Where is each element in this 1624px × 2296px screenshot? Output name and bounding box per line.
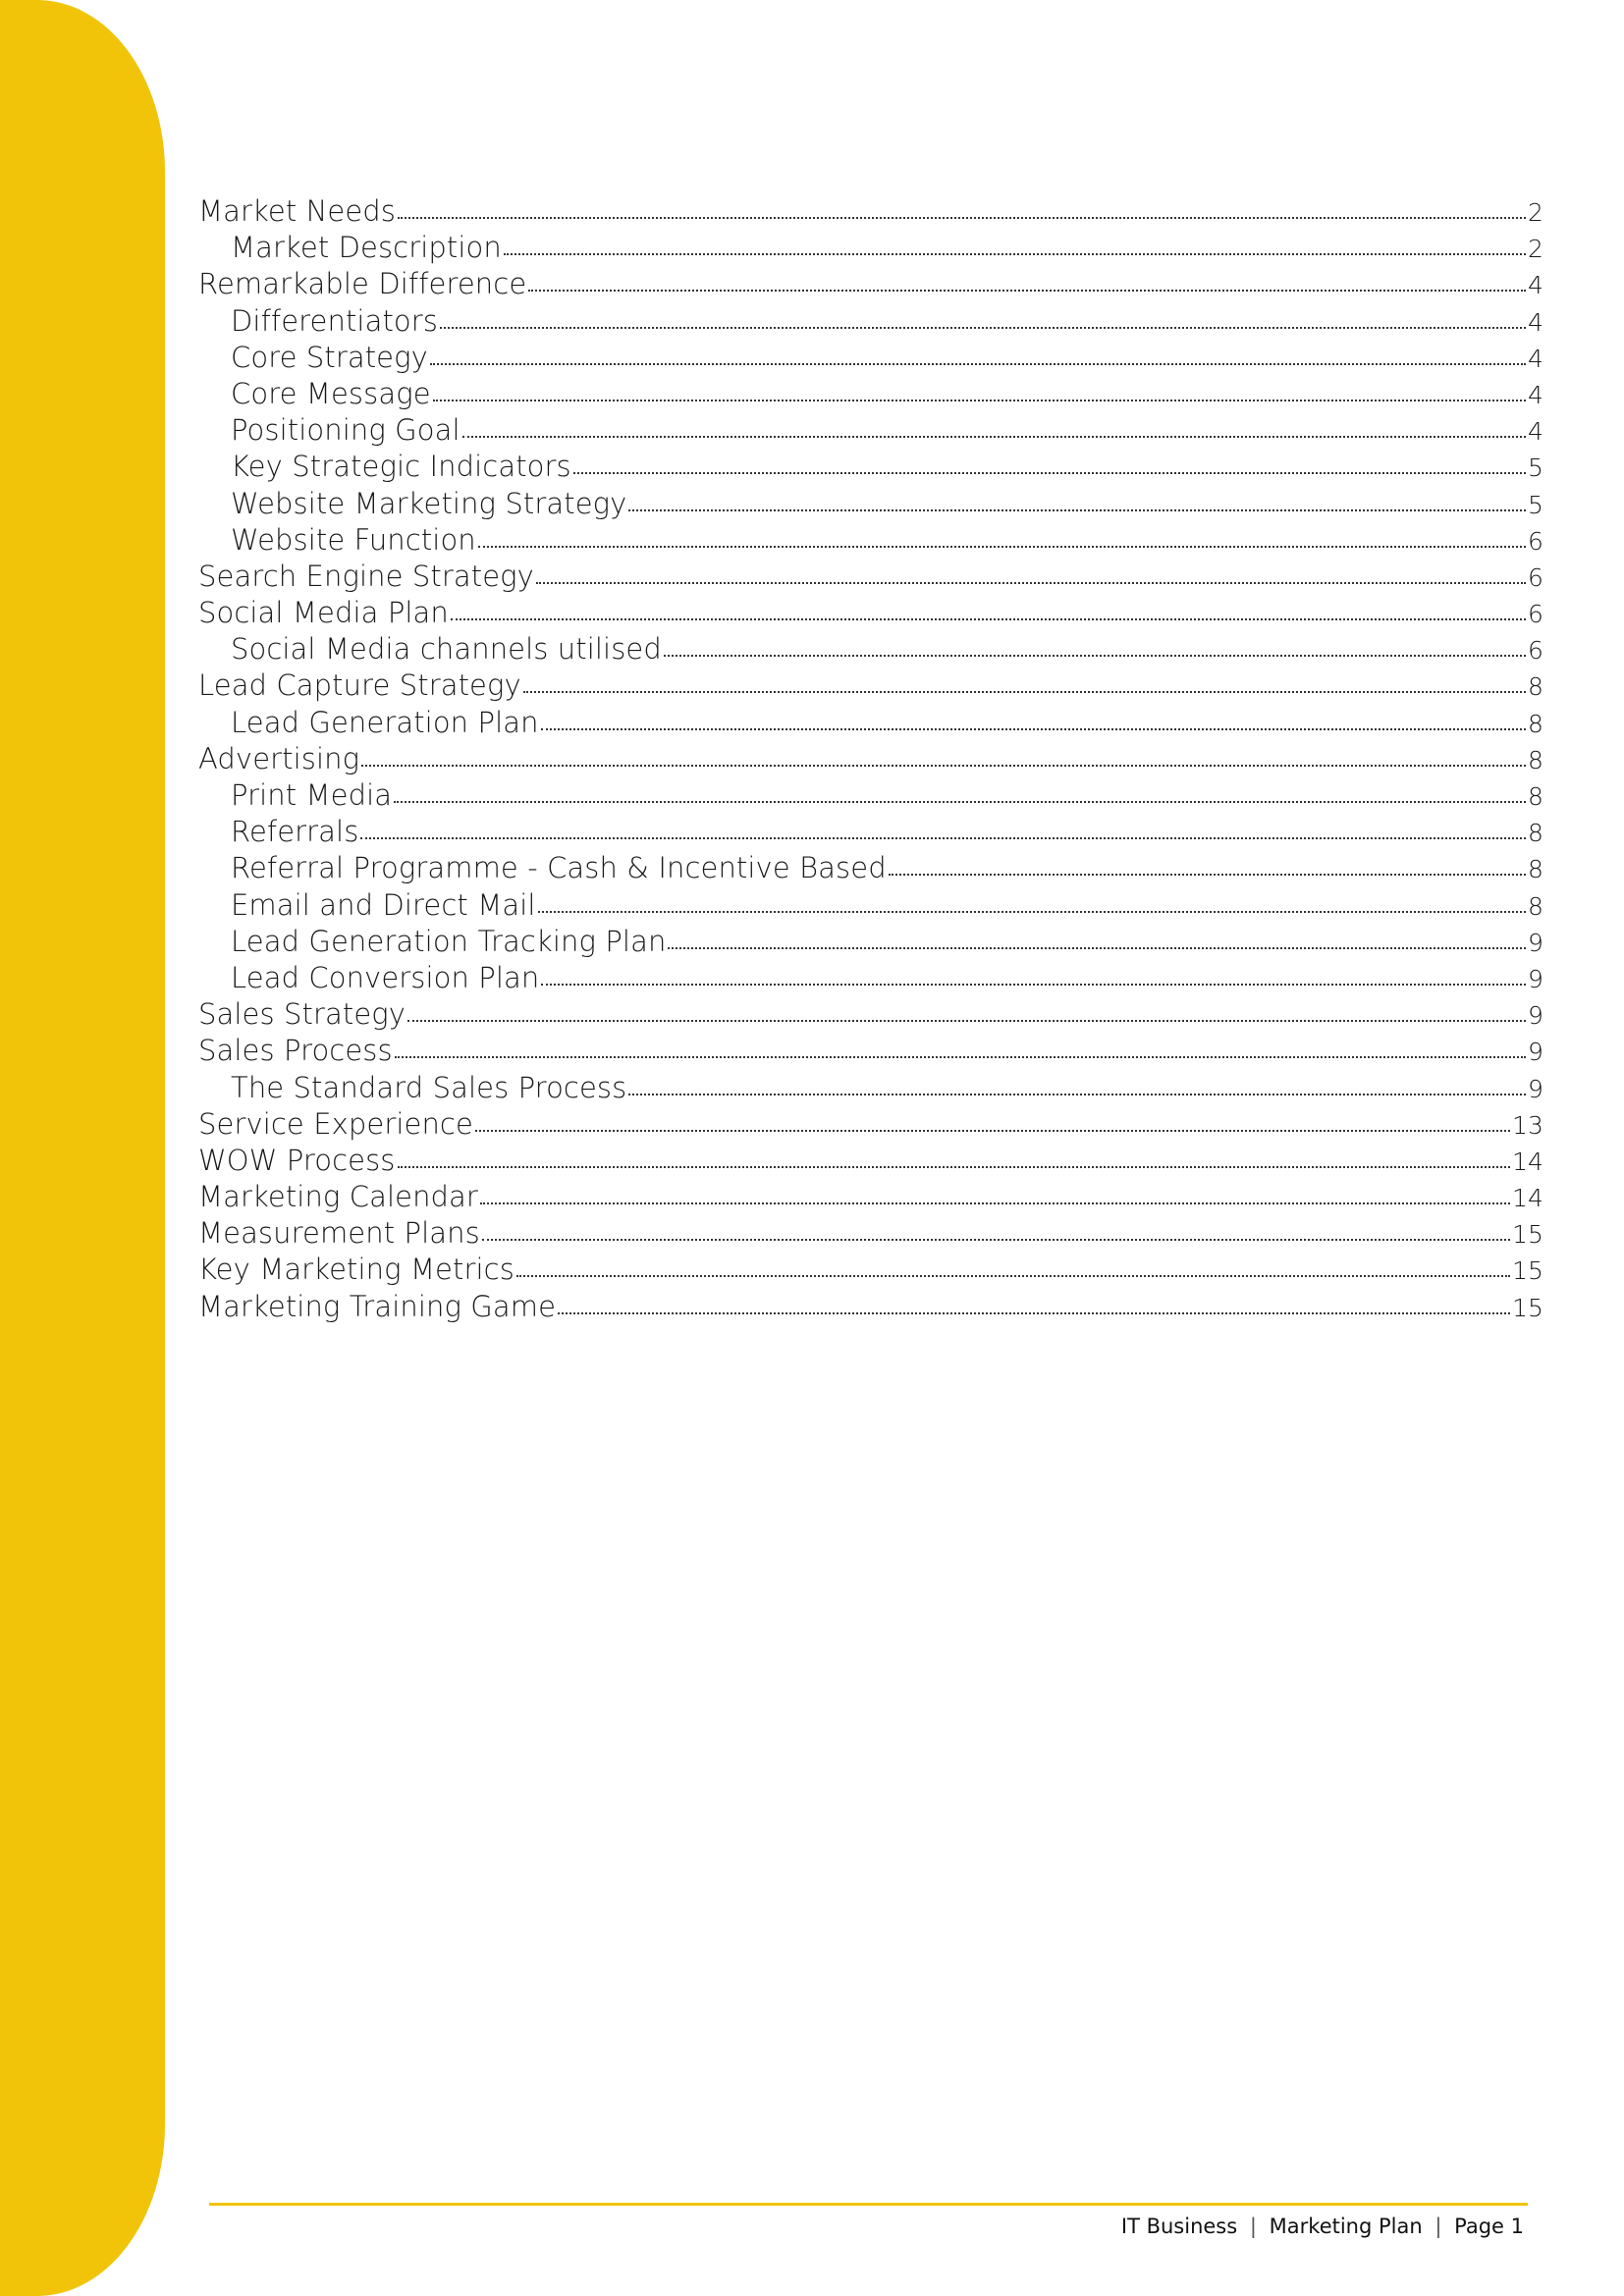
toc-entry-label: Lead Generation Tracking Plan [231,924,667,958]
toc-dot-leader [361,761,1526,767]
toc-entry-page-number: 9 [1527,1074,1543,1103]
toc-entry-label: The Standard Sales Process [231,1070,627,1104]
toc-entry[interactable] [198,1253,1543,1289]
toc-entry-label: Key Marketing Metrics [198,1253,514,1287]
toc-dot-leader [541,980,1526,986]
toc-dot-leader [523,687,1526,693]
toc-entry-page-number: 6 [1527,562,1543,592]
toc-entry-label: Marketing Calendar [198,1180,478,1214]
toc-entry-page-number: 8 [1527,745,1543,774]
toc-entry[interactable] [198,560,1543,596]
toc-entry-page-number: 9 [1527,1001,1543,1031]
toc-entry[interactable] [198,815,1543,851]
toc-entry[interactable] [198,632,1543,668]
toc-dot-leader [451,614,1526,620]
toc-entry-page-number: 2 [1527,235,1543,264]
toc-entry-label: Core Message [231,376,431,410]
toc-dot-leader [558,1308,1510,1314]
toc-entry[interactable] [198,1180,1543,1216]
toc-entry-page-number: 8 [1527,891,1543,921]
toc-dot-leader [628,506,1526,511]
toc-entry[interactable] [198,450,1543,486]
toc-entry-page-number: 4 [1527,344,1543,373]
toc-entry-page-number: 8 [1527,709,1543,738]
toc-entry-page-number: 4 [1527,417,1543,447]
toc-entry-page-number: 6 [1527,600,1543,629]
toc-entry-label: Website Marketing Strategy [231,486,627,520]
toc-dot-leader [538,907,1526,913]
toc-entry-label: Lead Generation Plan [231,705,539,739]
toc-entry-page-number: 5 [1527,454,1543,483]
toc-entry[interactable] [198,888,1543,925]
toc-entry-label: Sales Strategy [198,997,406,1032]
toc-entry-page-number: 8 [1527,672,1543,702]
toc-entry[interactable] [198,668,1543,705]
toc-entry-page-number: 2 [1527,198,1543,227]
toc-dot-leader [528,286,1526,292]
toc-dot-leader [668,943,1526,949]
toc-entry-label: Market Needs [198,194,396,228]
footer-company: IT Business [1120,2215,1238,2238]
toc-entry[interactable] [198,487,1543,523]
toc-entry-label: Lead Capture Strategy [198,668,521,703]
toc-entry-label: Referral Programme - Cash & Incentive Based [231,851,887,885]
toc-entry[interactable] [198,267,1543,303]
toc-dot-leader [504,249,1526,255]
toc-entry-page-number: 4 [1527,271,1543,300]
toc-entry-label: Social Media channels utilised [231,632,662,667]
toc-dot-leader [440,323,1526,329]
page-footer [1121,2215,1524,2238]
toc-dot-leader [573,468,1526,474]
toc-entry-label: Core Strategy [231,340,428,374]
toc-entry-page-number: 9 [1527,1038,1543,1067]
toc-entry-label: Social Media Plan [198,596,449,630]
toc-dot-leader [360,833,1526,839]
toc-entry-label: Lead Conversion Plan [231,960,540,994]
toc-entry-page-number: 14 [1511,1147,1543,1176]
toc-entry-label: Measurement Plans [198,1216,480,1251]
toc-entry[interactable] [198,742,1543,778]
toc-entry[interactable] [198,706,1543,742]
toc-entry-label: Website Function [231,522,476,557]
toc-entry-label: Print Media [231,778,393,812]
toc-entry-page-number: 9 [1527,928,1543,957]
toc-entry-label: Referrals [231,815,359,849]
table-of-contents [198,194,1543,1326]
toc-dot-leader [478,542,1526,548]
toc-entry-label: Email and Direct Mail [231,887,536,922]
toc-entry-page-number: 4 [1527,380,1543,409]
toc-entry-label: Advertising [198,741,360,775]
toc-entry[interactable] [198,1034,1543,1070]
toc-dot-leader [398,1162,1510,1168]
toc-entry[interactable] [198,231,1543,267]
toc-entry[interactable] [198,377,1543,413]
toc-entry[interactable] [198,341,1543,377]
toc-entry-page-number: 15 [1511,1293,1543,1322]
toc-entry-label: Positioning Goal [231,413,460,448]
toc-entry[interactable] [198,925,1543,961]
toc-dot-leader [395,1052,1526,1058]
toc-entry-page-number: 15 [1511,1220,1543,1250]
toc-dot-leader [480,1199,1510,1204]
toc-dot-leader [664,651,1526,657]
toc-entry-page-number: 6 [1527,636,1543,666]
toc-entry[interactable] [198,778,1543,815]
toc-entry-page-number: 4 [1527,307,1543,337]
toc-entry-page-number: 8 [1527,855,1543,884]
toc-dot-leader [475,1126,1510,1132]
footer-page-number: Page 1 [1454,2215,1524,2238]
toc-dot-leader [628,1090,1526,1095]
toc-entry-label: Service Experience [198,1106,473,1141]
toc-entry[interactable] [198,194,1543,231]
toc-entry-page-number: 15 [1511,1256,1543,1286]
toc-dot-leader [482,1235,1510,1241]
toc-entry-label: Search Engine Strategy [198,559,534,593]
toc-entry-page-number: 6 [1527,526,1543,556]
toc-entry-page-number: 13 [1511,1110,1543,1140]
decorative-side-bar [0,0,165,2296]
toc-entry[interactable] [198,961,1543,997]
toc-dot-leader [541,724,1526,730]
toc-entry[interactable] [198,413,1543,450]
toc-entry-page-number: 14 [1511,1184,1543,1213]
toc-entry-label: WOW Process [198,1143,396,1177]
footer-separator: | [1435,2215,1442,2238]
toc-entry-label: Sales Process [198,1034,393,1068]
toc-entry[interactable] [198,304,1543,341]
toc-entry-page-number: 8 [1527,782,1543,811]
toc-entry-label: Key Strategic Indicators [231,450,571,484]
toc-entry[interactable] [198,851,1543,887]
toc-dot-leader [462,432,1526,438]
toc-entry[interactable] [198,1290,1543,1326]
toc-entry[interactable] [198,1144,1543,1180]
toc-entry-label: Marketing Training Game [198,1289,557,1323]
toc-dot-leader [536,578,1526,584]
toc-entry[interactable] [198,1216,1543,1253]
toc-entry[interactable] [198,1107,1543,1144]
toc-dot-leader [516,1271,1510,1277]
toc-entry-page-number: 9 [1527,964,1543,993]
toc-entry-label: Differentiators [231,303,438,338]
toc-entry[interactable] [198,997,1543,1034]
toc-dot-leader [433,396,1526,401]
toc-dot-leader [394,797,1526,803]
toc-entry-page-number: 5 [1527,490,1543,519]
toc-dot-leader [430,359,1526,365]
footer-separator: | [1249,2215,1257,2238]
toc-dot-leader [889,870,1526,876]
toc-entry[interactable] [198,1071,1543,1107]
toc-dot-leader [398,213,1526,219]
footer-divider [209,2203,1528,2206]
toc-entry-page-number: 8 [1527,819,1543,848]
toc-dot-leader [407,1016,1526,1022]
toc-entry[interactable] [198,523,1543,560]
toc-entry[interactable] [198,596,1543,632]
toc-entry-label: Remarkable Difference [198,267,527,301]
footer-document-title: Marketing Plan [1269,2215,1423,2238]
toc-entry-label: Market Description [231,231,502,265]
